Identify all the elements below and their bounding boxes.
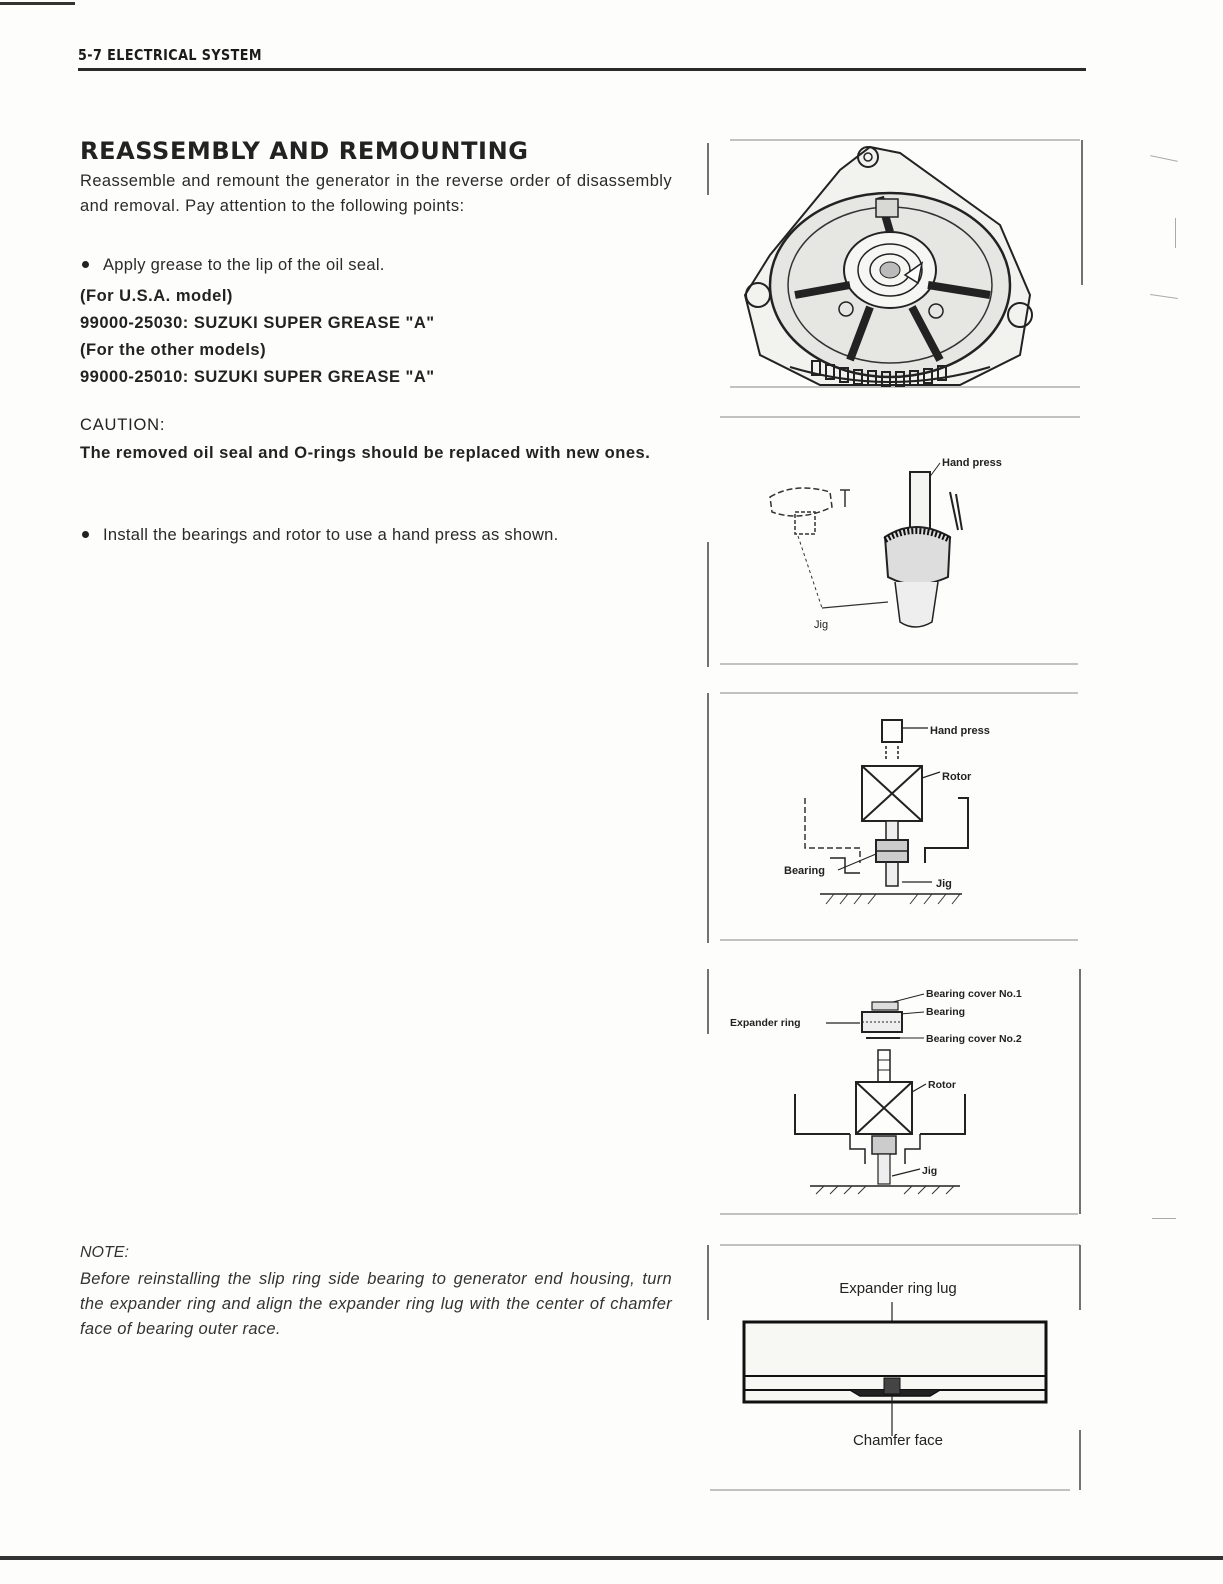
section-title: REASSEMBLY AND REMOUNTING xyxy=(80,137,529,165)
label-rotor: Rotor xyxy=(928,1079,956,1091)
edge-scan-mark xyxy=(1150,294,1178,299)
edge-scan-mark xyxy=(1152,1218,1176,1219)
label-jig: Jig xyxy=(922,1165,938,1177)
figure-generator-housing xyxy=(700,135,1092,400)
label-bearing-cover-2: Bearing cover No.2 xyxy=(926,1033,1022,1045)
label-hand-press: Hand press xyxy=(930,725,990,737)
figure-bearing-cover-assembly xyxy=(700,964,1092,1222)
grease-other-part: 99000-25010: SUZUKI SUPER GREASE "A" xyxy=(80,368,435,386)
caution-body: The removed oil seal and O-rings should be replaced with new ones. xyxy=(80,444,651,462)
bullet-grease-text: Apply grease to the lip of the oil seal. xyxy=(103,256,385,274)
edge-scan-mark xyxy=(1150,155,1178,162)
label-jig: Jig xyxy=(814,619,829,631)
bullet-dot xyxy=(82,531,89,538)
note-body: Before reinstalling the slip ring side bearing to generator end housing, turn the expander ring and align the expander ring lug with the center of chamfer face of bearing outer race. xyxy=(80,1270,672,1338)
label-bearing-cover-1: Bearing cover No.1 xyxy=(926,988,1022,1000)
label-jig: Jig xyxy=(936,878,952,890)
bullet-hand-press xyxy=(80,526,680,545)
intro-paragraph: Reassemble and remount the generator in the reverse order of disassembly and removal. Pay attention to the following points: xyxy=(80,172,672,215)
note-title: NOTE: xyxy=(80,1244,129,1261)
page-header: 5-7 ELECTRICAL SYSTEM xyxy=(78,46,263,64)
corner-scan-mark xyxy=(0,2,75,5)
label-bearing: Bearing xyxy=(926,1006,966,1018)
grease-other-label: (For the other models) xyxy=(80,341,267,359)
caution-title: CAUTION: xyxy=(80,416,166,434)
figure-rotor-bearing-section xyxy=(700,688,1092,946)
figure-hand-press-stator xyxy=(700,412,1092,670)
label-bearing: Bearing xyxy=(784,865,825,877)
bullet-dot xyxy=(82,261,89,268)
grease-usa-part: 99000-25030: SUZUKI SUPER GREASE "A" xyxy=(80,314,435,332)
label-rotor: Rotor xyxy=(942,771,972,783)
figure-expander-ring-lug xyxy=(700,1240,1092,1498)
bullet-hand-press-text: Install the bearings and rotor to use a hand press as shown. xyxy=(103,526,559,544)
label-hand-press: Hand press xyxy=(942,457,1002,469)
edge-scan-mark xyxy=(1175,218,1176,248)
bullet-grease xyxy=(80,256,680,275)
grease-usa-label: (For U.S.A. model) xyxy=(80,287,233,305)
label-expander-ring: Expander ring xyxy=(730,1017,801,1029)
label-chamfer-face: Chamfer face xyxy=(852,1432,944,1449)
bottom-scan-edge xyxy=(0,1556,1223,1560)
header-rule xyxy=(78,68,1086,71)
label-expander-ring-lug: Expander ring lug xyxy=(839,1280,957,1297)
